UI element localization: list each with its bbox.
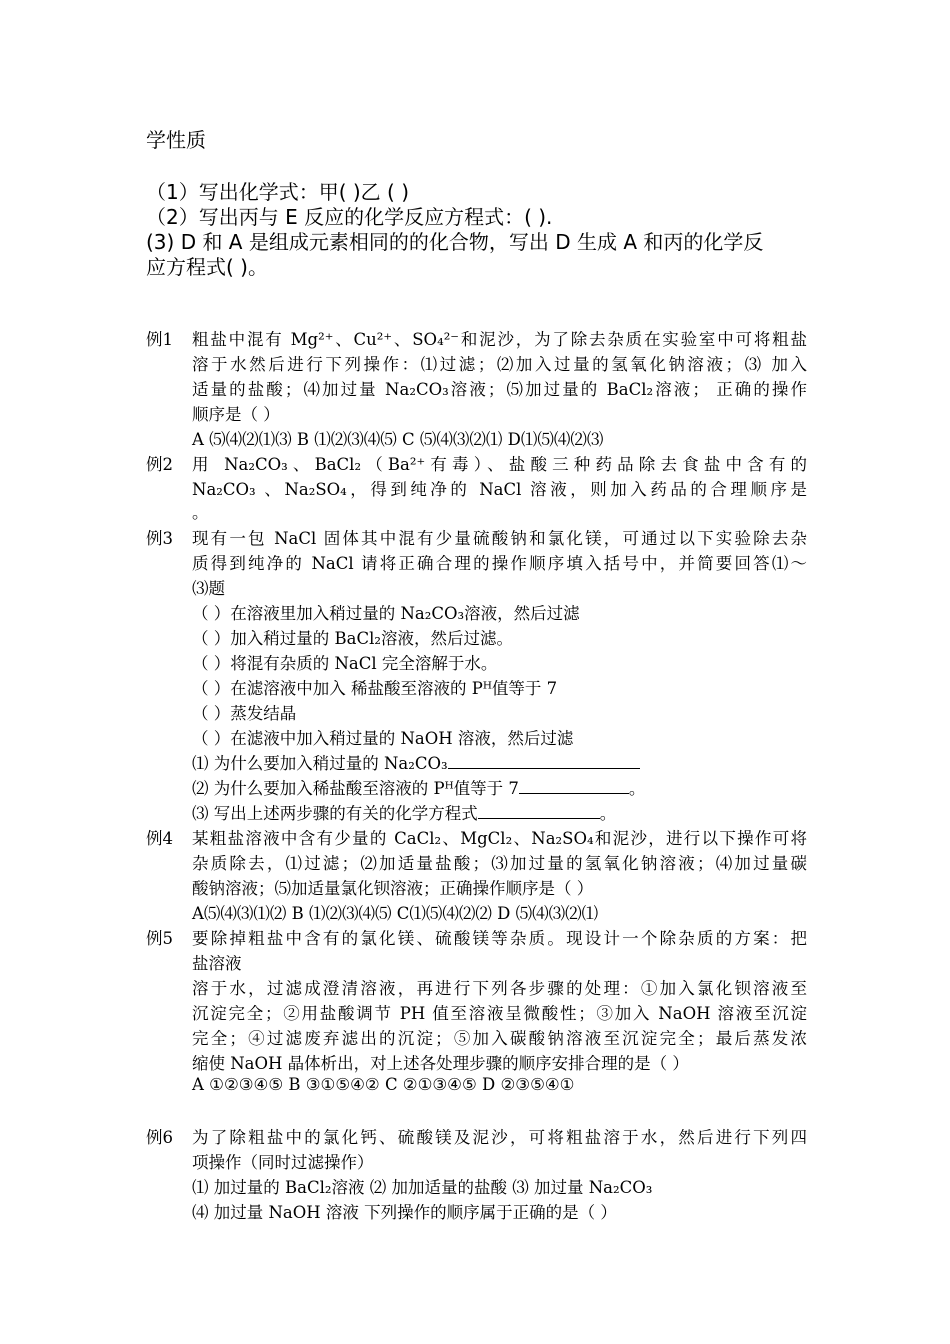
example-3-label: 例3 xyxy=(146,529,173,548)
example-1-label: 例1 xyxy=(146,330,173,349)
example-4-line: 酸钠溶液；⑸加适量氯化钡溶液；正确操作顺序是（ ） xyxy=(192,879,594,898)
example-3-q1 xyxy=(192,750,640,774)
example-4-options: A⑸⑷⑶⑴⑵ B ⑴⑵⑶⑷⑸ C⑴⑸⑷⑵⑵ D ⑸⑷⑶⑵⑴ xyxy=(192,904,599,923)
example-3-step: （ ）将混有杂质的 NaCl 完全溶解于水。 xyxy=(192,654,498,673)
example-5-options: A ①②③④⑤ B ③①⑤④② C ②①③④⑤ D ②③⑤④① xyxy=(192,1075,575,1094)
example-4-line: 杂质除去，⑴过滤；⑵加适量盐酸；⑶加过量的氢氧化钠溶液；⑷加过量碳 xyxy=(192,854,807,873)
example-2-line: Na₂CO₃ 、Na₂SO₄，得到纯净的 NaCl 溶液，则加入药品的合理顺序是 xyxy=(192,480,807,499)
example-5-line: 溶于水，过滤成澄清溶液，再进行下列各步骤的处理：①加入氯化钡溶液至 xyxy=(192,979,807,998)
question-3-line-1: (3) D 和 A 是组成元素相同的的化合物，写出 D 生成 A 和丙的化学反 xyxy=(146,230,764,254)
example-2-line: 用 Na₂CO₃、BaCl₂（Ba²⁺有毒）、盐酸三种药品除去食盐中含有的 xyxy=(192,455,807,474)
example-2-label: 例2 xyxy=(146,455,173,474)
example-1-line: 适量的盐酸；⑷加过量 Na₂CO₃溶液；⑸加过量的 BaCl₂溶液； 正确的操作 xyxy=(192,380,807,399)
example-4-label: 例4 xyxy=(146,829,173,848)
example-6-line: 项操作（同时过滤操作） xyxy=(192,1153,374,1172)
example-6-line: ⑷ 加过量 NaOH 溶液 下列操作的顺序属于正确的是（ ） xyxy=(192,1203,617,1222)
example-3-step: （ ）在溶液里加入稍过量的 Na₂CO₃溶液，然后过滤 xyxy=(192,604,580,623)
example-6-line: ⑴ 加过量的 BaCl₂溶液 ⑵ 加加适量的盐酸 ⑶ 加过量 Na₂CO₃ xyxy=(192,1178,653,1197)
example-6-line: 为了除粗盐中的氯化钙、硫酸镁及泥沙，可将粗盐溶于水，然后进行下列四 xyxy=(192,1128,807,1147)
example-1-line: 粗盐中混有 Mg²⁺、Cu²⁺、SO₄²⁻和泥沙，为了除去杂质在实验室中可将粗盐 xyxy=(192,330,807,349)
example-3-line: ⑶题 xyxy=(192,579,225,598)
example-2-line: 。 xyxy=(192,503,209,522)
example-5-line: 完全；④过滤废弃滤出的沉淀；⑤加入碳酸钠溶液至沉淀完全；最后蒸发浓 xyxy=(192,1029,807,1048)
example-3-line: 质得到纯净的 NaCl 请将正确合理的操作顺序填入括号中，并简要回答⑴～ xyxy=(192,554,807,573)
example-3-step: （ ）加入稍过量的 BaCl₂溶液，然后过滤。 xyxy=(192,629,513,648)
example-1-line: 顺序是（ ） xyxy=(192,405,280,424)
example-4-line: 某粗盐溶液中含有少量的 CaCl₂、MgCl₂、Na₂SO₄和泥沙，进行以下操作可将 xyxy=(192,829,807,848)
example-3-step: （ ）蒸发结晶 xyxy=(192,704,297,723)
example-5-line: 缩使 NaOH 晶体析出，对上述各处理步骤的顺序安排合理的是（ ） xyxy=(192,1054,689,1073)
example-3-step: （ ）在滤液中加入稍过量的 NaOH 溶液，然后过滤 xyxy=(192,729,574,748)
example-3-q2-end: 。 xyxy=(628,779,646,798)
example-3-q3-text: ⑶ 写出上述两步骤的有关的化学方程式 xyxy=(192,804,478,823)
question-3-line-2: 应方程式( )。 xyxy=(146,255,268,279)
question-2: （2）写出丙与 E 反应的化学反应方程式：( ). xyxy=(146,205,553,229)
answer-blank xyxy=(448,754,640,769)
example-3-line: 现有一包 NaCl 固体其中混有少量硫酸钠和氯化镁，可通过以下实验除去杂 xyxy=(192,529,807,548)
example-5-line: 盐溶液 xyxy=(192,954,242,973)
example-3-q2 xyxy=(192,775,645,799)
answer-blank xyxy=(478,804,600,819)
example-3-q1-text: ⑴ 为什么要加入稍过量的 Na₂CO₃ xyxy=(192,754,448,773)
section-heading: 学性质 xyxy=(146,128,206,152)
example-3-q3 xyxy=(192,800,616,824)
example-3-q3-end: 。 xyxy=(599,804,617,823)
example-6-label: 例6 xyxy=(146,1128,173,1147)
example-1-options: A ⑸⑷⑵⑴⑶ B ⑴⑵⑶⑷⑸ C ⑸⑷⑶⑵⑴ D⑴⑸⑷⑵⑶ xyxy=(192,430,604,449)
example-5-label: 例5 xyxy=(146,929,173,948)
question-1: （1）写出化学式：甲( )乙 ( ) xyxy=(146,180,410,204)
example-1-line: 溶于水然后进行下列操作：⑴过滤；⑵加入过量的氢氧化钠溶液；⑶ 加入 xyxy=(192,355,807,374)
example-3-step: （ ）在滤溶液中加入 稀盐酸至溶液的 Pᴴ值等于 7 xyxy=(192,679,558,698)
example-5-line: 要除掉粗盐中含有的氯化镁、硫酸镁等杂质。现设计一个除杂质的方案：把 xyxy=(192,929,807,948)
answer-blank xyxy=(519,779,629,794)
example-5-line: 沉淀完全；②用盐酸调节 PH 值至溶液呈微酸性；③加入 NaOH 溶液至沉淀 xyxy=(192,1004,807,1023)
example-3-q2-text: ⑵ 为什么要加入稀盐酸至溶液的 Pᴴ值等于 7 xyxy=(192,779,519,798)
